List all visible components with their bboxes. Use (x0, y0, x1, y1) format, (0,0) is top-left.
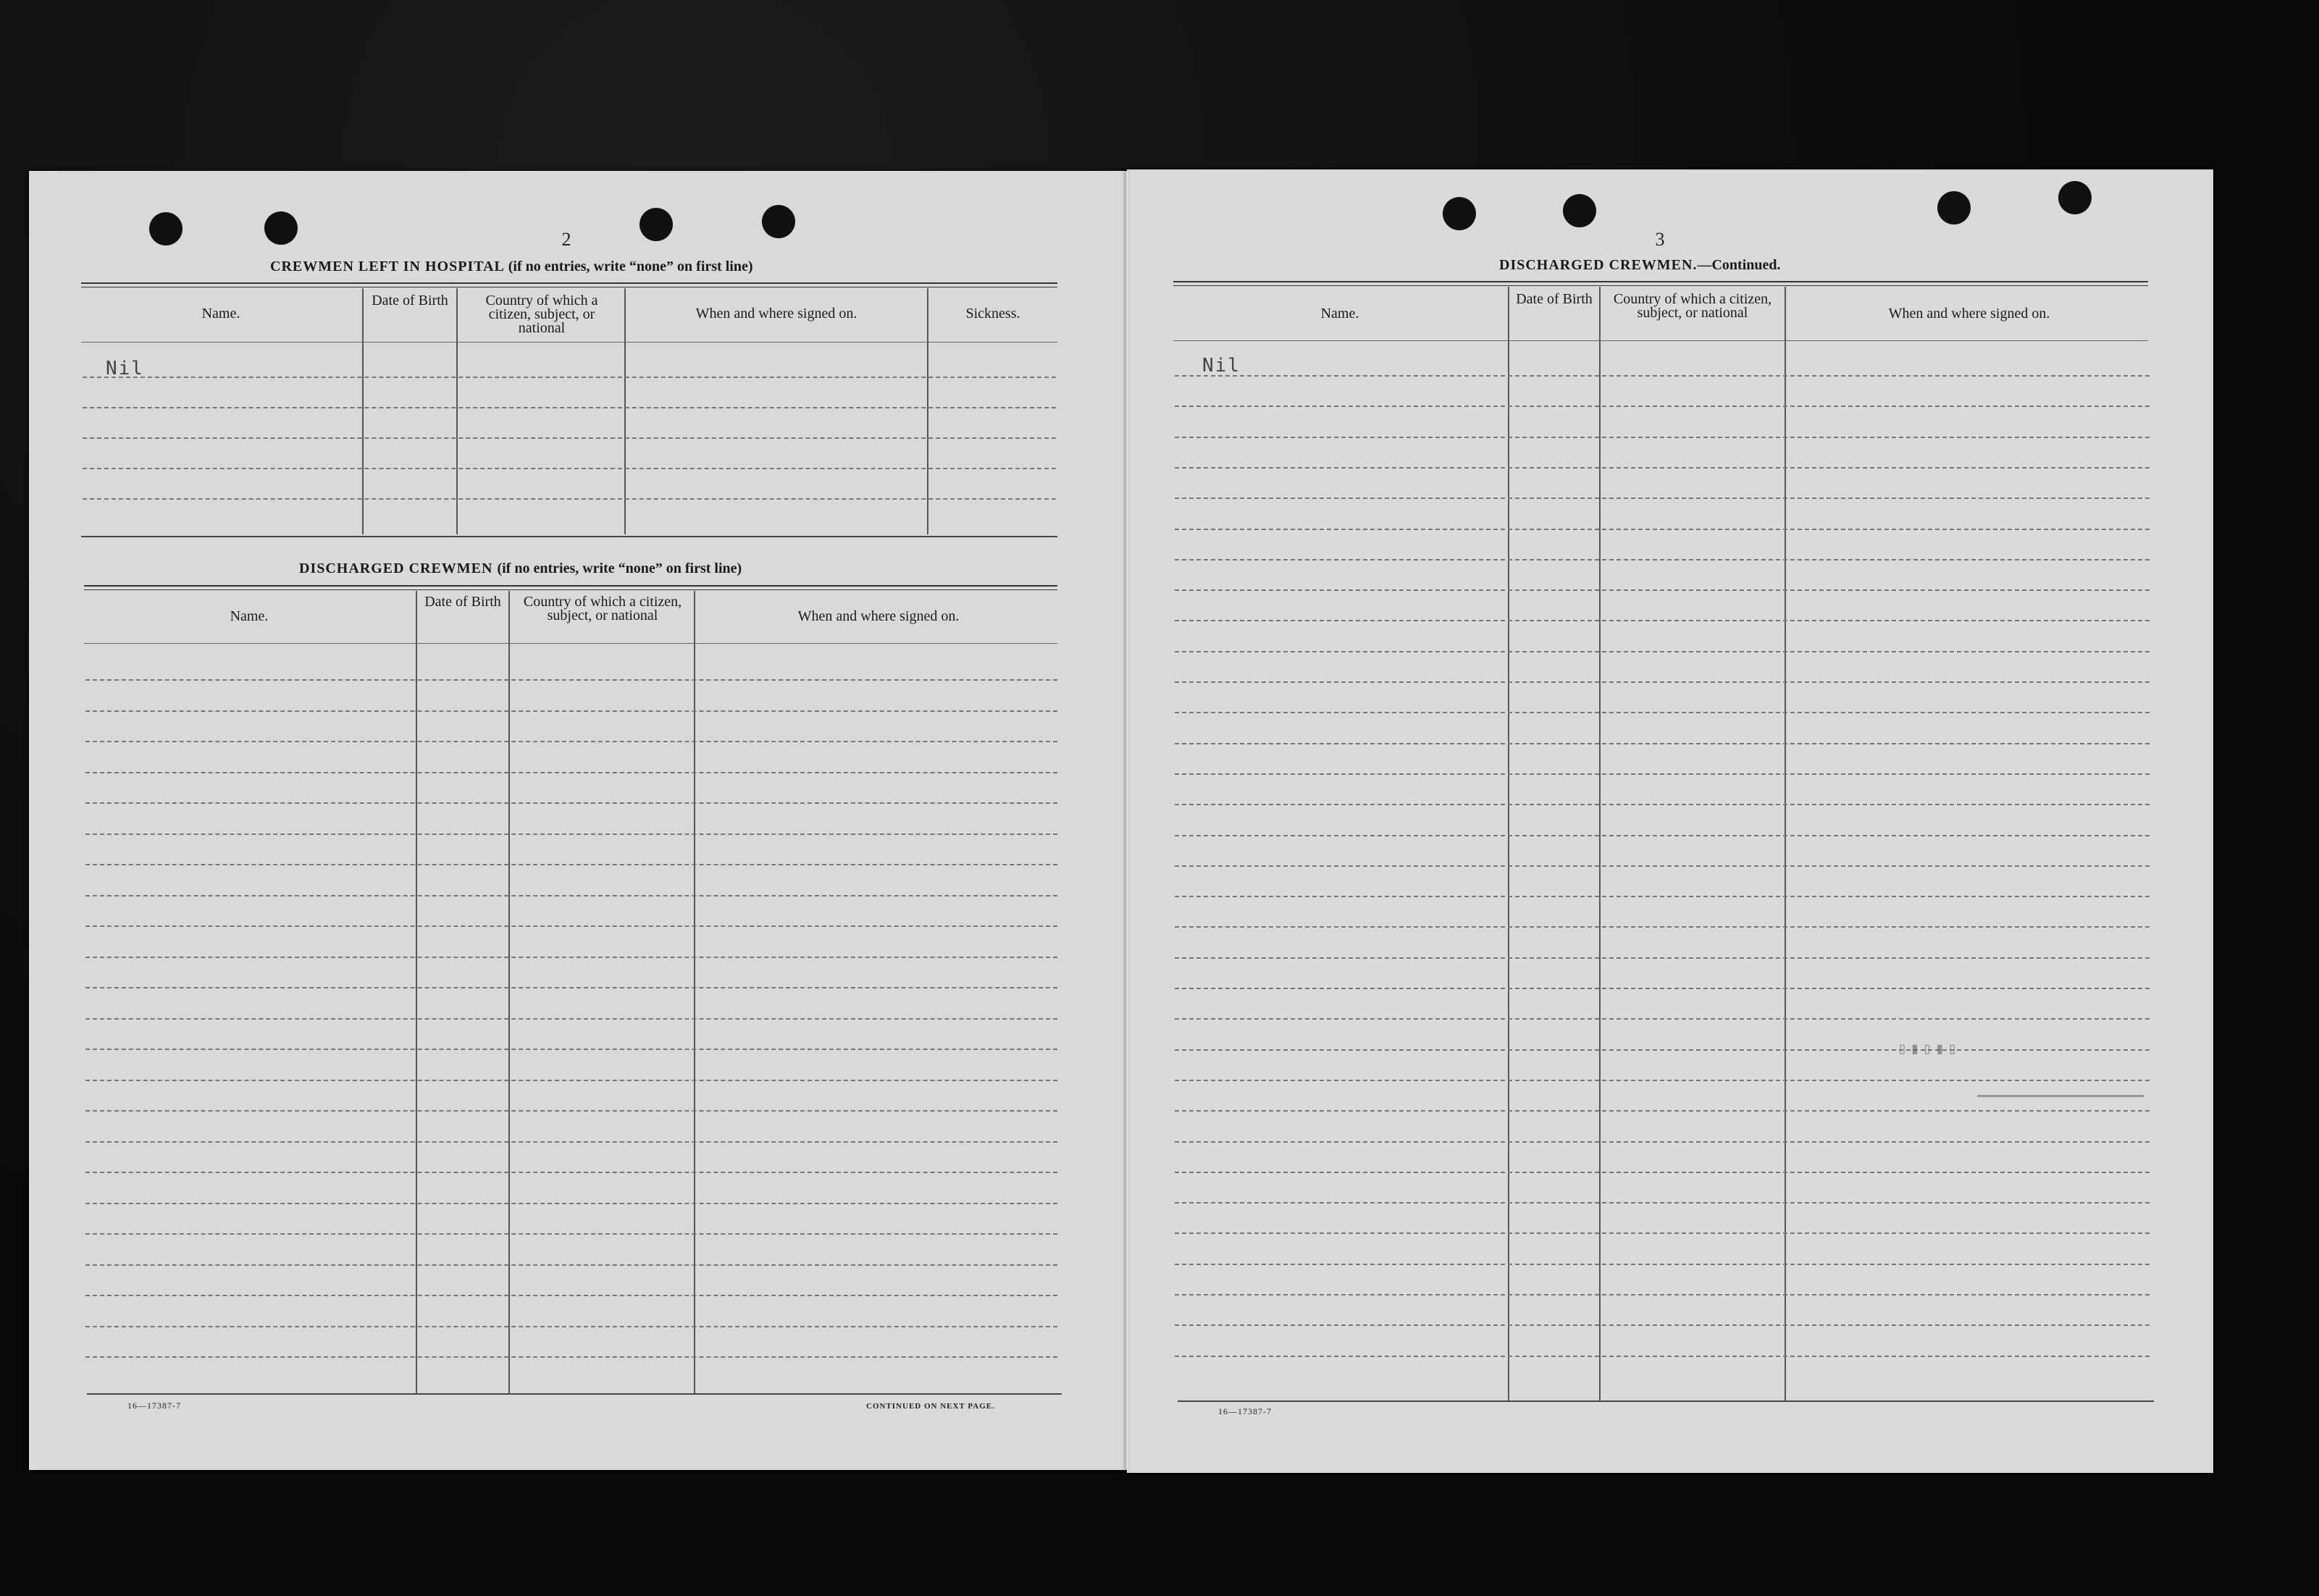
entry-line (1175, 406, 2150, 407)
right-bottom-rule (1178, 1400, 2154, 1402)
page-fold (1125, 171, 1130, 1470)
entry-line (83, 498, 1056, 500)
entry-line (85, 1080, 1057, 1081)
punch-hole (762, 205, 795, 238)
entry-line (1175, 865, 2150, 867)
hospital-col-divider (624, 288, 626, 534)
entry-line (85, 1049, 1057, 1050)
entry-line (1175, 620, 2150, 621)
faint-stamp: ▯▮▯▮▯ (1897, 1040, 1961, 1058)
entry-line (85, 1141, 1057, 1143)
discharged-title-text: DISCHARGED CREWMEN (299, 560, 493, 576)
hospital-col-dob: Date of Birth (372, 293, 448, 308)
entry-line (1175, 1232, 2150, 1234)
entry-line (85, 772, 1057, 773)
discharged-col-country: Country of which a citizen, subject, or national (523, 594, 682, 623)
entry-line (85, 1233, 1057, 1235)
entry-line (85, 710, 1057, 712)
discharged-col-dob: Date of Birth (424, 594, 501, 610)
entry-line (1175, 835, 2150, 836)
entry-line (1175, 681, 2150, 683)
entry-line (1175, 1141, 2150, 1143)
hospital-col-divider (456, 288, 458, 534)
entry-line (85, 1172, 1057, 1173)
right-first-entry: Nil (1202, 355, 1241, 377)
right-header-rule (1173, 340, 2148, 341)
punch-hole (1937, 191, 1971, 224)
hospital-col-name: Name. (201, 306, 240, 322)
right-col-divider (1785, 287, 1786, 1402)
entry-line (85, 957, 1057, 958)
entry-line (85, 864, 1057, 865)
discharged-top-rule (84, 585, 1057, 590)
punch-hole (1563, 194, 1596, 227)
entry-line (1175, 589, 2150, 591)
punch-hole (639, 208, 673, 241)
right-title-text: DISCHARGED CREWMEN. (1499, 257, 1698, 273)
continued-note: CONTINUED ON NEXT PAGE. (866, 1402, 995, 1411)
entry-line (1175, 1018, 2150, 1020)
entry-line (85, 1295, 1057, 1296)
entry-line (85, 895, 1057, 896)
hospital-header-rule (81, 342, 1057, 343)
discharged-header-rule (84, 643, 1057, 644)
entry-line (83, 437, 1056, 439)
right-col-divider (1599, 287, 1601, 1402)
entry-line (1175, 773, 2150, 775)
right-page (1127, 169, 2213, 1473)
entry-line (1175, 1202, 2150, 1204)
hospital-col-divider (362, 288, 364, 534)
entry-line (1175, 1110, 2150, 1112)
discharged-section-title (299, 560, 742, 577)
left-page (29, 171, 1131, 1470)
discharged-col-name: Name. (230, 608, 269, 624)
punch-hole (1443, 197, 1476, 230)
entry-line (1175, 1049, 2150, 1051)
entry-line (1175, 1080, 2150, 1081)
entry-line (1175, 467, 2150, 469)
hospital-col-signed-on: When and where signed on. (695, 306, 857, 322)
entry-line (1175, 1172, 2150, 1173)
right-col-country: Country of which a citizen, subject, or national (1613, 291, 1772, 321)
entry-line (1175, 1294, 2150, 1295)
entry-line (1175, 896, 2150, 897)
hospital-col-sickness: Sickness. (965, 306, 1020, 322)
entry-line (1175, 926, 2150, 928)
discharged-title-note: (if no entries, write “none” on first line) (497, 560, 742, 576)
entry-line (85, 987, 1057, 988)
entry-line (83, 377, 1056, 378)
page-number-right: 3 (1655, 229, 1665, 250)
entry-line (85, 1326, 1057, 1327)
entry-line (1175, 743, 2150, 744)
hospital-title-text: CREWMEN LEFT IN HOSPITAL (270, 259, 504, 274)
entry-line (85, 1110, 1057, 1112)
entry-line (1175, 1356, 2150, 1357)
entry-line (83, 407, 1056, 408)
faint-stamp-line (1977, 1095, 2144, 1097)
hospital-title-note: (if no entries, write “none” on first line) (508, 259, 753, 274)
hospital-bottom-rule (81, 536, 1057, 537)
entry-line (85, 925, 1057, 927)
entry-line (1175, 529, 2150, 530)
entry-line (1175, 437, 2150, 438)
entry-line (1175, 559, 2150, 560)
right-col-divider (1508, 287, 1509, 1402)
punch-hole (149, 212, 183, 245)
hospital-col-divider (927, 288, 928, 534)
hospital-section-title (270, 259, 753, 275)
entry-line (1175, 988, 2150, 989)
entry-line (83, 468, 1056, 469)
entry-line (1175, 497, 2150, 499)
left-bottom-rule (87, 1393, 1062, 1395)
entry-line (1175, 375, 2150, 377)
hospital-top-rule (81, 282, 1057, 287)
hospital-col-country: Country of which a citizen, subject, or national (485, 293, 598, 336)
entry-line (85, 679, 1057, 681)
entry-line (1175, 651, 2150, 652)
form-number-left: 16—17387-7 (127, 1400, 181, 1411)
entry-line (1175, 712, 2150, 713)
entry-line (85, 1356, 1057, 1358)
entry-line (1175, 957, 2150, 959)
discharged-col-signed-on: When and where signed on. (797, 608, 960, 624)
right-col-signed-on: When and where signed on. (1888, 306, 2050, 322)
hospital-first-entry: Nil (106, 358, 144, 379)
entry-line (85, 833, 1057, 835)
punch-hole (264, 211, 298, 245)
page-number-left: 2 (561, 229, 571, 250)
entry-line (85, 1203, 1057, 1204)
entry-line (85, 1018, 1057, 1020)
right-top-rule (1173, 281, 2148, 286)
entry-line (1175, 1264, 2150, 1265)
right-title-subtitle: —Continued. (1697, 257, 1781, 273)
entry-line (1175, 804, 2150, 805)
entry-line (85, 1264, 1057, 1266)
form-number-right: 16—17387-7 (1218, 1406, 1272, 1416)
right-col-dob: Date of Birth (1516, 291, 1593, 307)
punch-hole (2058, 181, 2092, 214)
entry-line (85, 802, 1057, 804)
right-col-name: Name. (1320, 306, 1359, 322)
entry-line (85, 741, 1057, 742)
entry-line (1175, 1324, 2150, 1326)
right-section-title (1499, 257, 1781, 274)
